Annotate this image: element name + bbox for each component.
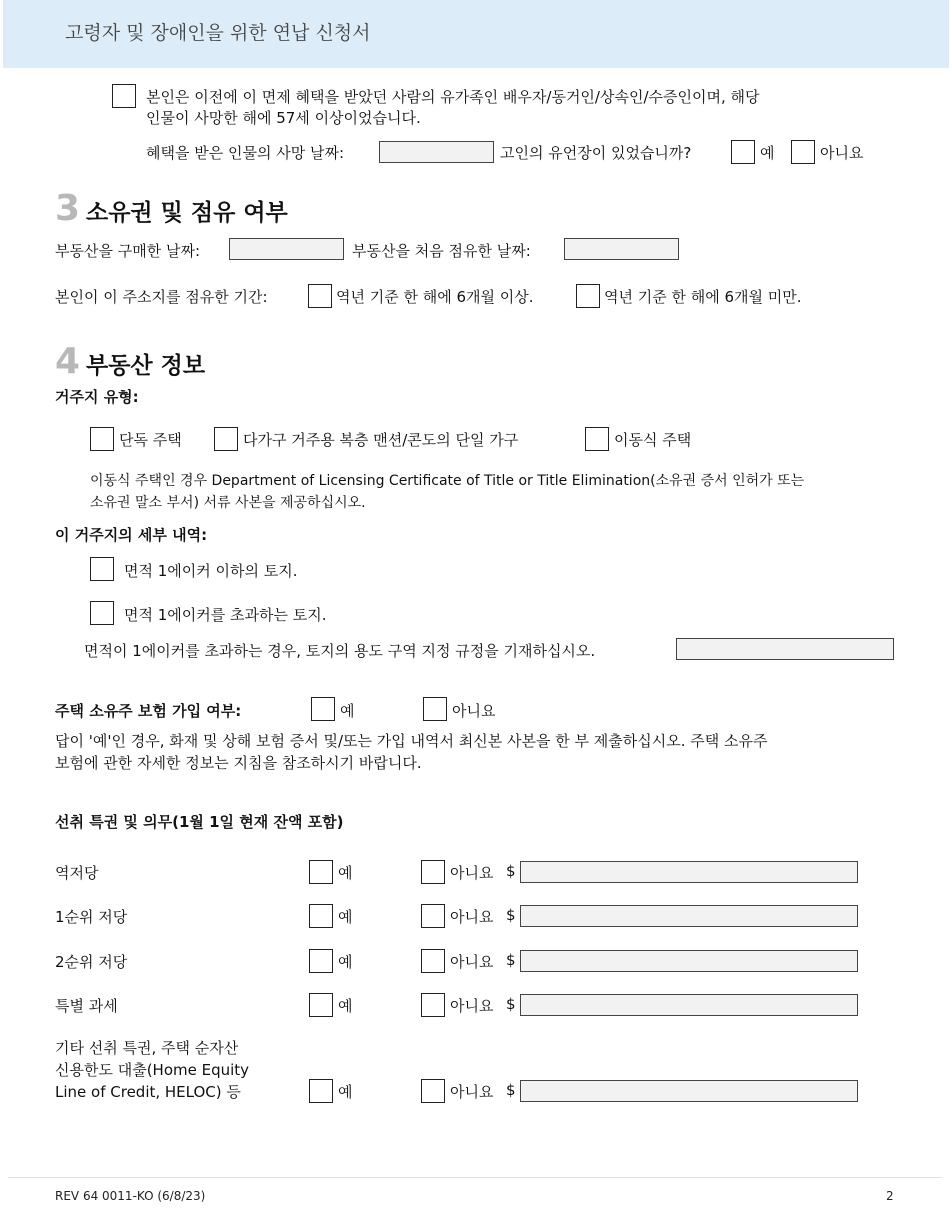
lien-special-assessment-yes-checkbox[interactable] (309, 993, 333, 1017)
lien-other-currency: $ (506, 1081, 516, 1099)
type-single-family-checkbox[interactable] (90, 427, 114, 451)
lien-special-assessment-no-label: 아니요 (450, 997, 494, 1015)
lien-other-label-line1: 기타 선취 특권, 주택 순자산 (55, 1039, 239, 1057)
lien-second-mortgage-yes-checkbox[interactable] (309, 949, 333, 973)
purchase-date-field[interactable] (229, 238, 344, 260)
lien-other-yes-checkbox[interactable] (309, 1079, 333, 1103)
occupancy-less-checkbox[interactable] (576, 284, 600, 308)
lien-second-mortgage-no-checkbox[interactable] (421, 949, 445, 973)
type-single-family-label: 단독 주택 (119, 431, 182, 449)
lien-special-assessment-no-checkbox[interactable] (421, 993, 445, 1017)
land-large-checkbox[interactable] (90, 601, 114, 625)
page-number: 2 (886, 1189, 894, 1203)
lien-first-mortgage-currency: $ (506, 906, 516, 924)
footer-divider (8, 1177, 942, 1178)
lien-reverse-mortgage-amount[interactable] (520, 861, 858, 883)
liens-heading: 선취 특권 및 의무(1월 1일 현재 잔액 포함) (55, 813, 344, 831)
lien-special-assessment-label: 특별 과세 (55, 997, 118, 1015)
residence-details-label: 이 거주지의 세부 내역: (55, 526, 208, 544)
mobile-home-note-line1: 이동식 주택인 경우 Department of Licensing Certificate of Title or Title Elimination(소유권 증서 인허가 또는 (90, 473, 805, 489)
lien-special-assessment-currency: $ (506, 995, 516, 1013)
lien-other-amount[interactable] (520, 1080, 858, 1102)
will-yes-label: 예 (760, 144, 775, 162)
lien-special-assessment-yes-label: 예 (338, 997, 353, 1015)
form-id: REV 64 0011-KO (6/8/23) (55, 1189, 206, 1203)
lien-second-mortgage-amount[interactable] (520, 950, 858, 972)
surviving-spouse-line2: 인물이 사망한 해에 57세 이상이었습니다. (146, 109, 421, 127)
purchase-date-label: 부동산을 구매한 날짜: (55, 242, 201, 260)
page-header (3, 0, 949, 68)
land-small-label: 면적 1에이커 이하의 토지. (124, 562, 298, 580)
surviving-spouse-checkbox[interactable] (112, 84, 136, 108)
lien-second-mortgage-label: 2순위 저당 (55, 953, 128, 971)
type-mobile-home-checkbox[interactable] (585, 427, 609, 451)
occupancy-more-checkbox[interactable] (308, 284, 332, 308)
zoning-field[interactable] (676, 638, 894, 660)
land-small-checkbox[interactable] (90, 557, 114, 581)
section-4-number: 4 (55, 341, 81, 382)
lien-first-mortgage-no-checkbox[interactable] (421, 904, 445, 928)
death-date-label: 혜택을 받은 인물의 사망 날짜: (146, 144, 345, 162)
lien-second-mortgage-currency: $ (506, 951, 516, 969)
lien-other-label-line2: 신용한도 대출(Home Equity (55, 1061, 250, 1079)
lien-other-no-label: 아니요 (450, 1083, 494, 1101)
form-title: 고령자 및 장애인을 위한 연납 신청서 (65, 22, 371, 44)
land-large-label: 면적 1에이커를 초과하는 토지. (124, 606, 327, 624)
lien-second-mortgage-yes-label: 예 (338, 953, 353, 971)
death-date-field[interactable] (379, 141, 494, 163)
insurance-note-line2: 보험에 관한 자세한 정보는 지침을 참조하시기 바랍니다. (55, 754, 422, 772)
occupy-date-field[interactable] (564, 238, 679, 260)
lien-other-yes-label: 예 (338, 1083, 353, 1101)
insurance-yes-checkbox[interactable] (311, 697, 335, 721)
lien-reverse-mortgage-label: 역저당 (55, 864, 99, 882)
section-3-title: 소유권 및 점유 여부 (86, 200, 288, 226)
insurance-label: 주택 소유주 보험 가입 여부: (55, 702, 242, 720)
will-yes-checkbox[interactable] (731, 140, 755, 164)
lien-first-mortgage-no-label: 아니요 (450, 908, 494, 926)
lien-reverse-mortgage-no-checkbox[interactable] (421, 860, 445, 884)
mobile-home-note-line2: 소유권 말소 부서) 서류 사본을 제공하십시오. (90, 495, 366, 511)
lien-reverse-mortgage-no-label: 아니요 (450, 864, 494, 882)
lien-reverse-mortgage-yes-checkbox[interactable] (309, 860, 333, 884)
lien-reverse-mortgage-currency: $ (506, 862, 516, 880)
zoning-label: 면적이 1에이커를 초과하는 경우, 토지의 용도 구역 지정 규정을 기재하십시오. (84, 642, 596, 660)
lien-second-mortgage-no-label: 아니요 (450, 953, 494, 971)
will-no-checkbox[interactable] (791, 140, 815, 164)
lien-first-mortgage-yes-checkbox[interactable] (309, 904, 333, 928)
insurance-no-label: 아니요 (452, 702, 496, 720)
lien-special-assessment-amount[interactable] (520, 994, 858, 1016)
lien-first-mortgage-yes-label: 예 (338, 908, 353, 926)
will-question: 고인의 유언장이 있었습니까? (500, 144, 692, 162)
will-no-label: 아니요 (820, 144, 864, 162)
occupancy-period-label: 본인이 이 주소지를 점유한 기간: (55, 288, 268, 306)
lien-first-mortgage-label: 1순위 저당 (55, 908, 128, 926)
section-4-title: 부동산 정보 (86, 353, 206, 379)
type-multi-unit-checkbox[interactable] (214, 427, 238, 451)
lien-first-mortgage-amount[interactable] (520, 905, 858, 927)
section-3-number: 3 (55, 188, 81, 229)
residence-type-label: 거주지 유형: (55, 388, 139, 406)
type-mobile-home-label: 이동식 주택 (614, 431, 692, 449)
insurance-note-line1: 답이 '예'인 경우, 화재 및 상해 보험 증서 및/또는 가입 내역서 최신본 사본을 한 부 제출하십시오. 주택 소유주 (55, 732, 768, 750)
insurance-no-checkbox[interactable] (423, 697, 447, 721)
lien-reverse-mortgage-yes-label: 예 (338, 864, 353, 882)
insurance-yes-label: 예 (340, 702, 355, 720)
lien-other-no-checkbox[interactable] (421, 1079, 445, 1103)
occupancy-more-label: 역년 기준 한 해에 6개월 이상. (336, 288, 534, 306)
occupancy-less-label: 역년 기준 한 해에 6개월 미만. (604, 288, 802, 306)
surviving-spouse-line1: 본인은 이전에 이 면제 혜택을 받았던 사람의 유가족인 배우자/동거인/상속인/수증인이며, 해당 (146, 88, 760, 106)
lien-other-label-line3: Line of Credit, HELOC) 등 (55, 1083, 241, 1101)
type-multi-unit-label: 다가구 거주용 복층 맨션/콘도의 단일 가구 (243, 431, 519, 449)
occupy-date-label: 부동산을 처음 점유한 날짜: (352, 242, 531, 260)
